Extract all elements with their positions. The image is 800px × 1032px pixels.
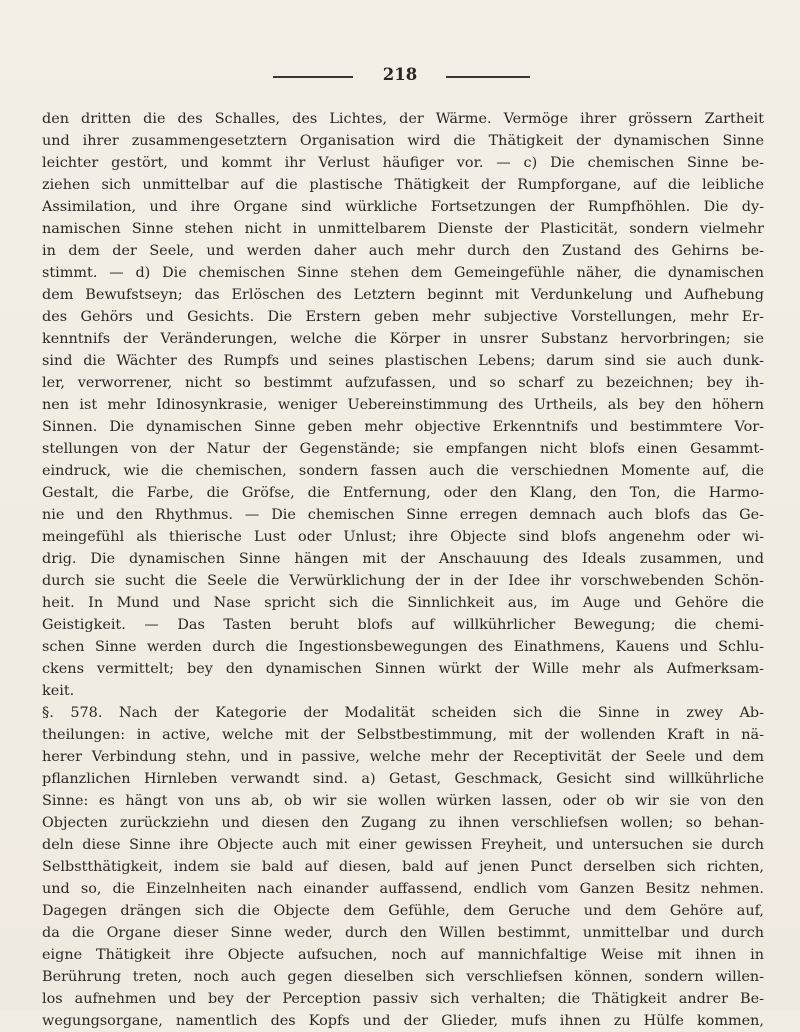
text-line: keit. [42, 683, 75, 699]
text-line: und so, die Einzelnheiten nach einander auffassend, endlich vom Ganzen Besitz nehmen. [42, 881, 764, 897]
header-rule-left [273, 76, 353, 78]
text-line: in dem der Seele, und werden daher auch mehr durch den Zustand des Gehirns be- [42, 243, 764, 259]
text-line: Dagegen drängen sich die Objecte dem Gefühle, dem Geruche und dem Gehöre auf, [42, 903, 764, 919]
text-line: herer Verbindung stehn, und in passive, welche mehr der Receptivität der Seele und dem [42, 749, 764, 765]
page-number: 218 [382, 65, 418, 84]
text-line: sind die Wächter des Rumpfs und seines plastischen Lebens; darum sind sie auch dunk- [42, 353, 764, 369]
text-line: eindruck, wie die chemischen, sondern fassen auch die verschiednen Momente auf, die [42, 463, 764, 479]
text-line: Berührung treten, noch auch gegen dieselben sich verschliefsen können, sondern willen- [42, 969, 764, 985]
text-line: wegungsorgane, namentlich des Kopfs und der Glieder, mufs ihnen zu Hülfe kommen, [42, 1013, 764, 1029]
text-line: Sinne: es hängt von uns ab, ob wir sie wollen würken lassen, oder ob wir sie von den [42, 793, 764, 809]
text-line: Selbstthätigkeit, indem sie bald auf diesen, bald auf jenen Punct derselben sich richten, [42, 859, 764, 875]
text-line: los aufnehmen und bey der Perception passiv sich verhalten; die Thätigkeit andrer Be- [42, 991, 764, 1007]
text-line: Objecten zurückziehn und diesen den Zugang zu ihnen verschliefsen wollen; so behan- [42, 815, 764, 831]
body-text [42, 108, 764, 1032]
text-line: nie und den Rhythmus. — Die chemischen Sinne erregen demnach auch blofs das Ge- [42, 507, 764, 523]
text-line: meingefühl als thierische Lust oder Unlust; ihre Objecte sind blofs angenehm oder wi- [42, 529, 764, 545]
header-rule-right [446, 76, 530, 78]
text-line: leichter gestört, und kommt ihr Verlust häufiger vor. — c) Die chemischen Sinne be- [42, 155, 764, 171]
text-line: kenntnifs der Veränderungen, welche die Körper in unsrer Substanz hervorbringen; sie [42, 331, 764, 347]
text-line: Gestalt, die Farbe, die Gröfse, die Entfernung, oder den Klang, den Ton, die Harmo- [42, 485, 764, 501]
text-line: Geistigkeit. — Das Tasten beruht blofs auf willkührlicher Bewegung; die chemi- [42, 617, 764, 633]
text-line: des Gehörs und Gesichts. Die Erstern geben mehr subjective Vorstellungen, mehr Er- [42, 309, 764, 325]
text-line: Sinnen. Die dynamischen Sinne geben mehr objective Erkenntnifs und bestimmtere Vor- [42, 419, 764, 435]
text-line: dem Bewufstseyn; das Erlöschen des Letztern beginnt mit Verdunkelung und Aufhebung [42, 287, 764, 303]
text-line: Assimilation, und ihre Organe sind würkliche Fortsetzungen der Rumpfhöhlen. Die dy- [42, 199, 764, 215]
text-line: da die Organe dieser Sinne weder, durch den Willen bestimmt, unmittelbar und durch [42, 925, 764, 941]
text-line: ckens vermittelt; bey den dynamischen Sinnen würkt der Wille mehr als Aufmerksam- [42, 661, 764, 677]
text-line: drig. Die dynamischen Sinne hängen mit der Anschauung des Ideals zusammen, und [42, 551, 764, 567]
text-line: namischen Sinne stehen nicht in unmittelbarem Dienste der Plasticität, sondern vielmehr [42, 221, 764, 237]
text-line: pflanzlichen Hirnleben verwandt sind. a) Getast, Geschmack, Gesicht sind willkührliche [42, 771, 764, 787]
text-line: eigne Thätigkeit ihre Objecte aufsuchen, noch auf mannichfaltige Weise mit ihnen in [42, 947, 764, 963]
text-line: heit. In Mund und Nase spricht sich die Sinnlichkeit aus, im Auge und Gehöre die [42, 595, 764, 611]
text-line: und ihrer zusammengesetztern Organisation wird die Thätigkeit der dynamischen Sinne [42, 133, 764, 149]
text-line: theilungen: in active, welche mit der Selbstbestimmung, mit der wollenden Kraft in nä- [42, 727, 764, 743]
text-line: durch sie sucht die Seele die Verwürklichung der in der Idee ihr vorschwebenden Schön- [42, 573, 764, 589]
text-line: nen ist mehr Idinosynkrasie, weniger Uebereinstimmung des Urtheils, als bey den höhern [42, 397, 764, 413]
page-header [0, 64, 800, 88]
text-line: deln diese Sinne ihre Objecte auch mit einer gewissen Freyheit, und untersuchen sie durch [42, 837, 764, 853]
text-line: stimmt. — d) Die chemischen Sinne stehen dem Gemeingefühle näher, die dynamischen [42, 265, 764, 281]
text-line: ler, verworrener, nicht so bestimmt aufzufassen, und so scharf zu bezeichnen; bey ih- [42, 375, 764, 391]
text-line: ziehen sich unmittelbar auf die plastische Thätigkeit der Rumpforgane, auf die leibliche [42, 177, 764, 193]
text-line: den dritten die des Schalles, des Lichtes, der Wärme. Vermöge ihrer grössern Zartheit [42, 111, 764, 127]
section-paragraph-start: §. 578. Nach der Kategorie der Modalität scheiden sich die Sinne in zwey Ab- [42, 705, 764, 721]
text-line: schen Sinne werden durch die Ingestionsbewegungen des Einathmens, Kauens und Schlu- [42, 639, 764, 655]
text-line: stellungen von der Natur der Gegenstände; sie empfangen nicht blofs einen Gesammt- [42, 441, 764, 457]
